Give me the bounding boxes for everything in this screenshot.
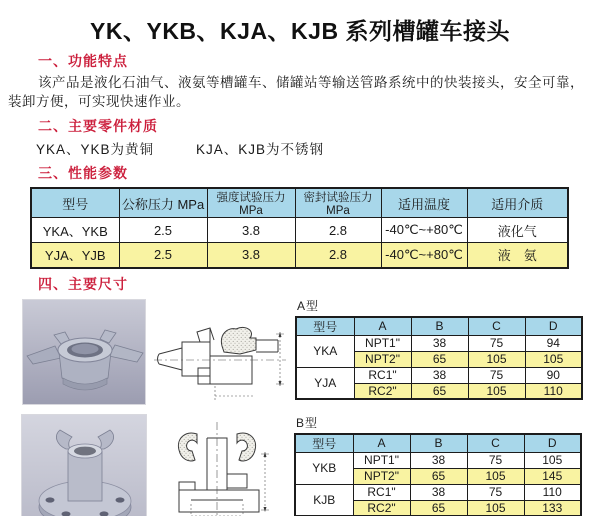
- dim-cell: 105: [467, 500, 524, 516]
- perf-header-strength-pressure: 强度试验压力MPa: [207, 188, 295, 218]
- section-drawing-a: [152, 304, 289, 408]
- dim-cell: 75: [467, 484, 524, 500]
- dim-table-block-b: [294, 414, 582, 516]
- perf-cell: 3.8: [207, 218, 295, 243]
- dim-cell: 105: [524, 452, 581, 468]
- dim-model-cell: KJB: [295, 484, 353, 516]
- dim-cell: NPT1": [354, 335, 411, 351]
- dim-cell: 65: [411, 383, 468, 399]
- dim-table-block-a: [295, 297, 583, 401]
- dim-b-row-1: [295, 452, 581, 468]
- dim-cell: RC2": [354, 383, 411, 399]
- flanged-coupling-image: [22, 415, 147, 516]
- dim-cell: 38: [411, 367, 468, 383]
- section-drawing-b: [155, 418, 288, 516]
- dim-cell: 105: [468, 383, 525, 399]
- dimension-row-a: [0, 296, 600, 408]
- dim-cell: 133: [524, 500, 581, 516]
- dim-cell: 105: [468, 351, 525, 367]
- dim-header-c: C: [467, 434, 524, 453]
- dim-cell: NPT1": [353, 452, 410, 468]
- performance-header-row: [31, 188, 568, 218]
- dim-header-c: C: [468, 317, 525, 336]
- dim-header-b: B: [411, 317, 468, 336]
- product-photo-flanged-coupling: [21, 414, 147, 516]
- dimension-row-b: [0, 408, 600, 516]
- perf-cell: 液化气: [467, 218, 568, 243]
- dim-cell: NPT2": [354, 351, 411, 367]
- dim-a-header-row: [296, 317, 582, 336]
- dim-a-row-1: [296, 335, 582, 351]
- dim-cell: 65: [411, 351, 468, 367]
- perf-header-medium: 适用介质: [467, 188, 568, 218]
- dim-b-header-row: [295, 434, 581, 453]
- dim-cell: NPT2": [353, 468, 410, 484]
- dim-cell: 75: [468, 335, 525, 351]
- perf-cell: YKA、YKB: [31, 218, 119, 243]
- dim-cell: 105: [525, 351, 582, 367]
- perf-header-temperature: 适用温度: [381, 188, 467, 218]
- perf-cell: 2.8: [295, 218, 381, 243]
- dim-model-cell: YKA: [296, 335, 354, 367]
- performance-row-yja: [31, 243, 568, 268]
- materials-stainless: KJA、KJB为不锈钢: [196, 142, 325, 157]
- perf-header-seal-pressure: 密封试验压力MPa: [295, 188, 381, 218]
- dim-cell: 75: [467, 452, 524, 468]
- dim-cell: 90: [525, 367, 582, 383]
- dimensions-area: [0, 296, 600, 516]
- perf-header-model: 型号: [31, 188, 119, 218]
- dim-header-b: B: [410, 434, 467, 453]
- perf-cell: 2.8: [295, 243, 381, 268]
- dimension-table-b: [294, 433, 582, 516]
- section-drawing-a-image: [152, 304, 289, 408]
- dim-cell: 38: [410, 452, 467, 468]
- materials-line: [36, 138, 600, 158]
- materials-brass: YKA、YKB为黄铜: [36, 142, 155, 157]
- perf-cell: YJA、YJB: [31, 243, 119, 268]
- wing-coupling-image: [23, 300, 146, 405]
- section-heading-features: 一、功能特点: [38, 53, 128, 69]
- dim-cell: 75: [468, 367, 525, 383]
- performance-table: [30, 187, 569, 269]
- page-title: YK、YKB、KJA、KJB 系列槽罐车接头: [90, 18, 510, 44]
- dim-b-row-3: [295, 484, 581, 500]
- dim-cell: RC2": [353, 500, 410, 516]
- dim-header-d: D: [525, 317, 582, 336]
- product-photo-wing-coupling: [22, 299, 146, 405]
- dim-header-model: 型号: [295, 434, 353, 453]
- dim-cell: 38: [411, 335, 468, 351]
- perf-cell: 液 氨: [467, 243, 568, 268]
- dim-table-b-label: B型: [296, 415, 319, 430]
- dimension-table-a: [295, 316, 583, 401]
- features-paragraph: 该产品是液化石油气、液氨等槽罐车、储罐站等输送管路系统中的快装接头，安全可靠，装卸方便，可实现快速作业。: [8, 75, 584, 109]
- dim-model-cell: YKB: [295, 452, 353, 484]
- perf-cell: 2.5: [119, 218, 207, 243]
- dim-cell: 110: [524, 484, 581, 500]
- dim-header-a: A: [353, 434, 410, 453]
- dim-cell: 65: [410, 500, 467, 516]
- section-heading-materials: 二、主要零件材质: [38, 118, 158, 134]
- perf-cell: 3.8: [207, 243, 295, 268]
- perf-header-nominal-pressure: 公称压力 MPa: [119, 188, 207, 218]
- dim-cell: 110: [525, 383, 582, 399]
- performance-row-yka: [31, 218, 568, 243]
- section-heading-performance: 三、性能参数: [38, 165, 128, 181]
- dim-cell: RC1": [353, 484, 410, 500]
- dim-model-cell: YJA: [296, 367, 354, 399]
- perf-cell: 2.5: [119, 243, 207, 268]
- dim-a-row-3: [296, 367, 582, 383]
- dim-cell: RC1": [354, 367, 411, 383]
- dim-cell: 94: [525, 335, 582, 351]
- dim-cell: 145: [524, 468, 581, 484]
- dim-table-a-label: A型: [297, 298, 320, 313]
- dim-header-d: D: [524, 434, 581, 453]
- dim-cell: 38: [410, 484, 467, 500]
- dim-header-a: A: [354, 317, 411, 336]
- dim-cell: 65: [410, 468, 467, 484]
- perf-cell: -40℃~+80℃: [381, 218, 467, 243]
- section-drawing-b-image: [155, 418, 288, 516]
- dim-cell: 105: [467, 468, 524, 484]
- perf-cell: -40℃~+80℃: [381, 243, 467, 268]
- dim-header-model: 型号: [296, 317, 354, 336]
- section-heading-dimensions: 四、主要尺寸: [38, 275, 128, 292]
